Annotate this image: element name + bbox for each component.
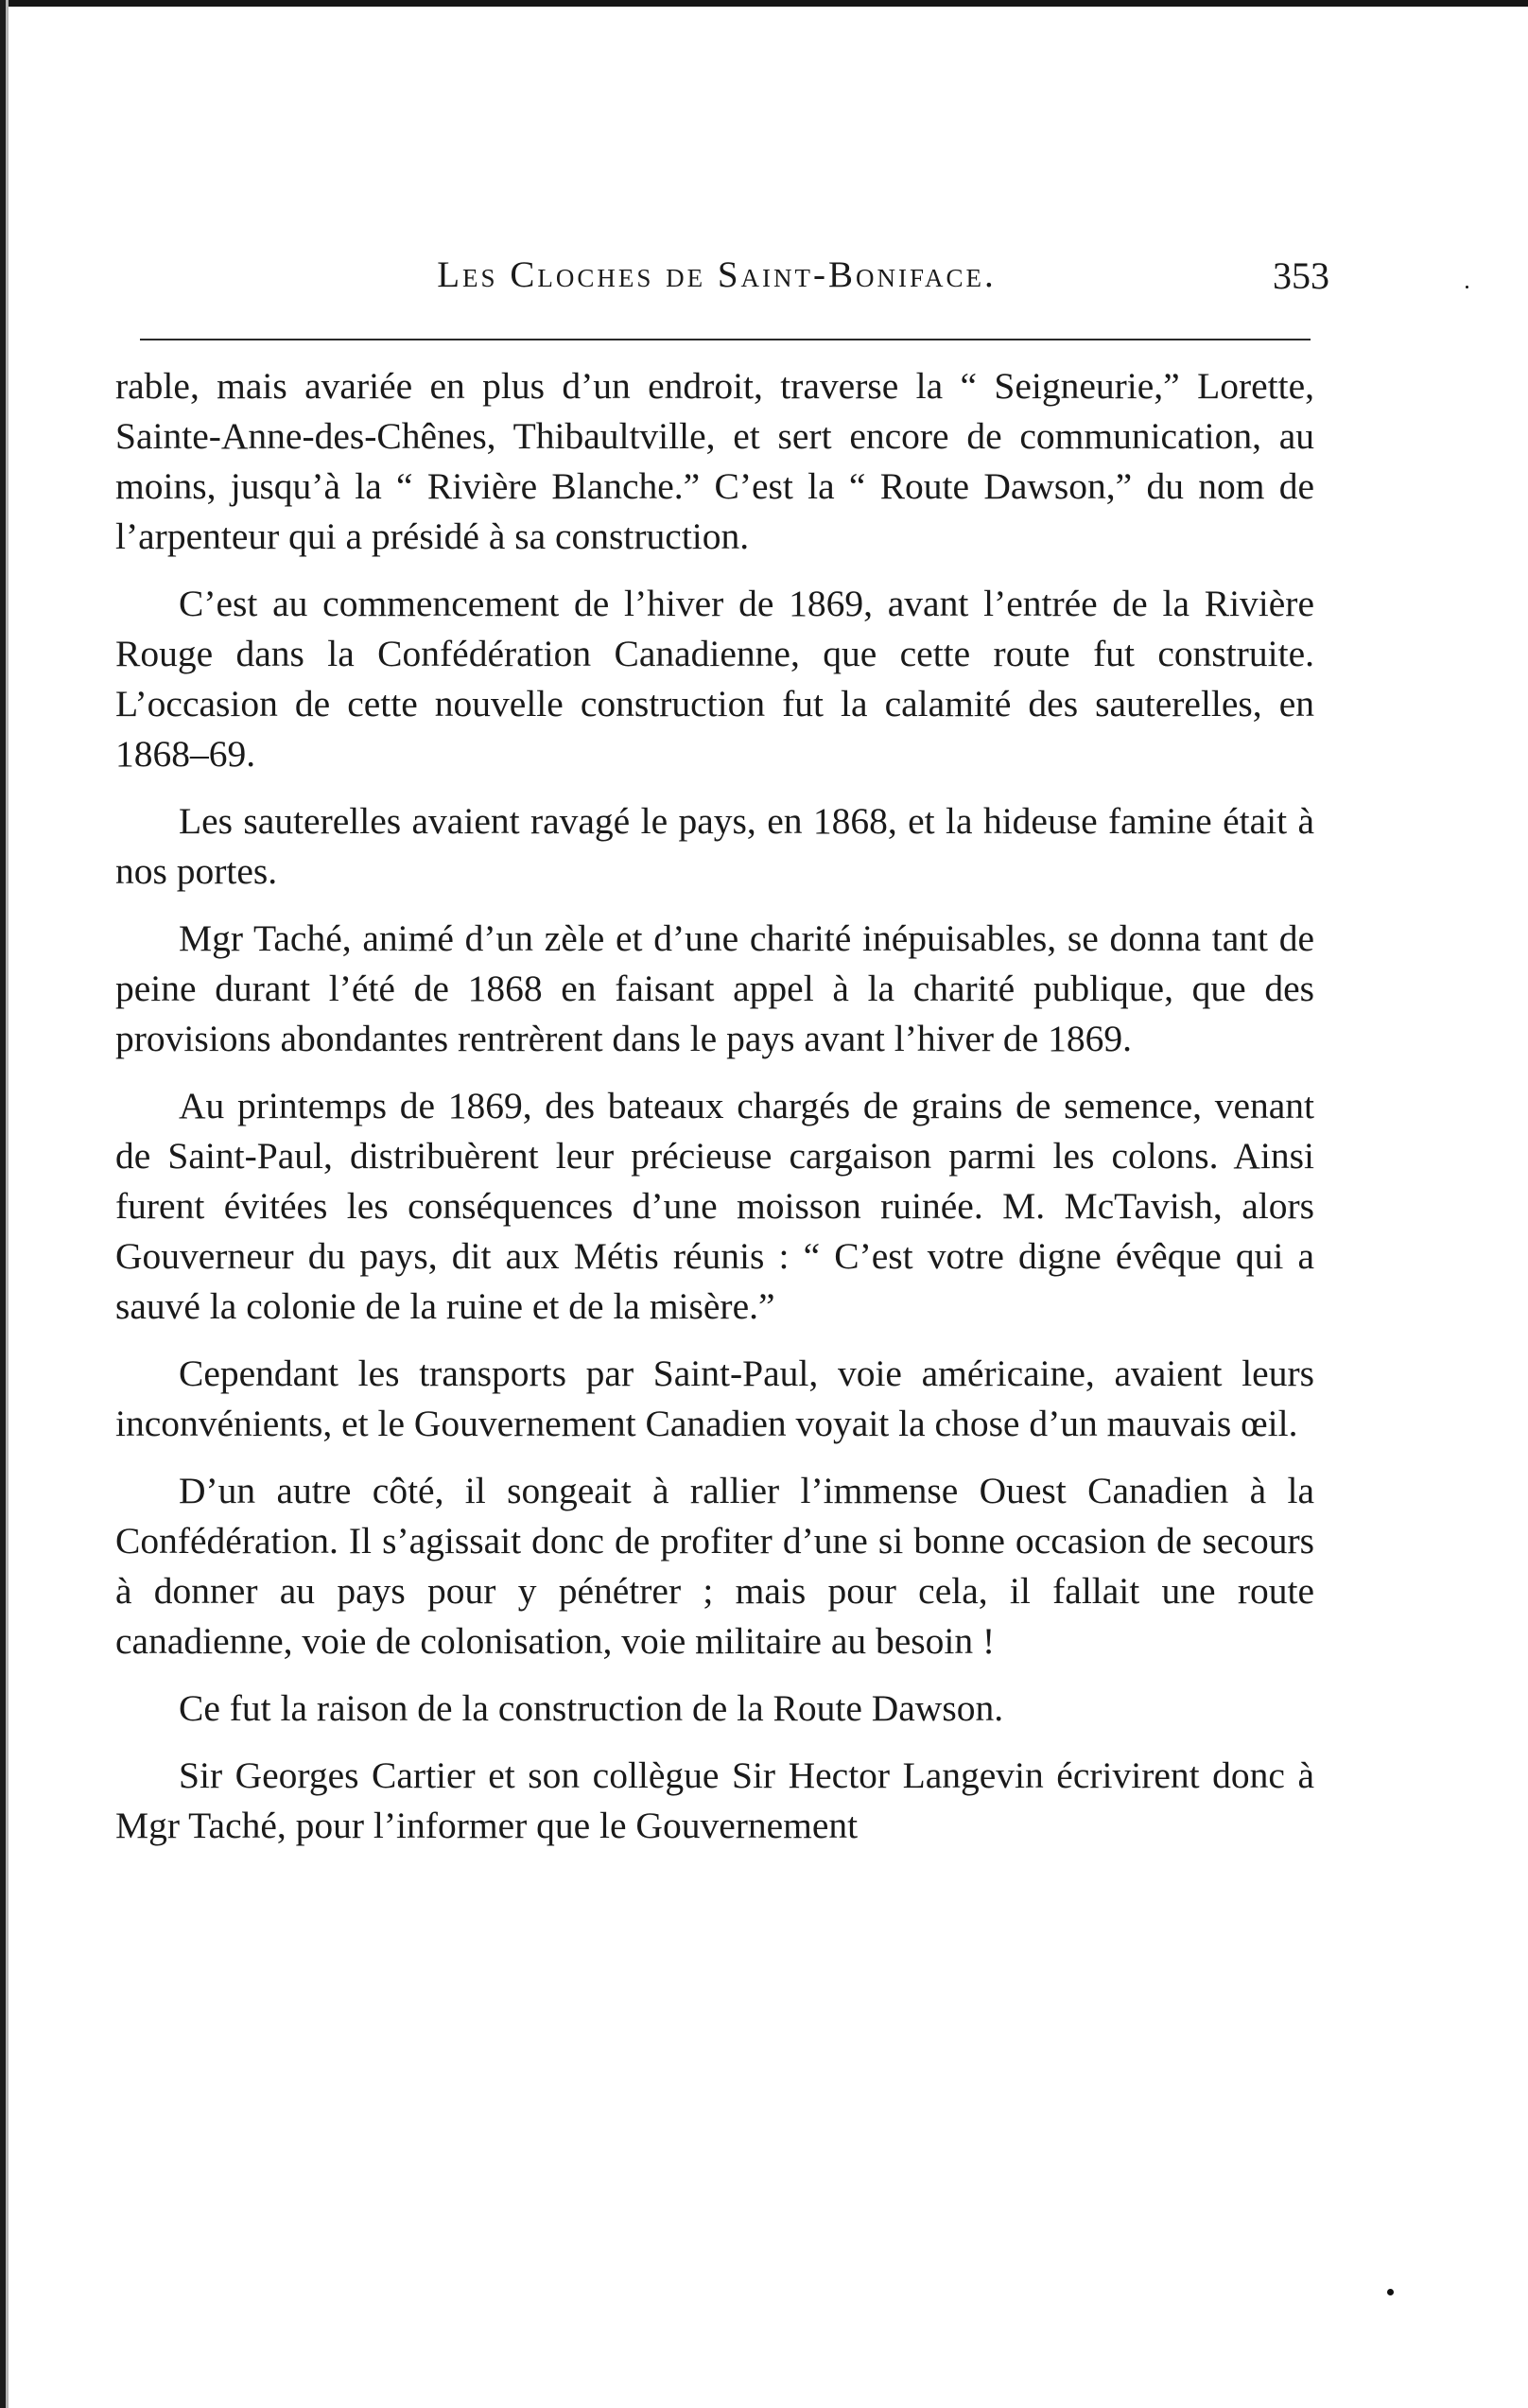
scan-top-border	[0, 0, 1528, 7]
scan-speck	[1466, 286, 1468, 288]
paragraph: Cependant les transports par Saint-Paul, voie américaine, avaient leurs inconvénients, et le Gouvernement Canadien voyait la chose d’un mauvais œil.	[115, 1352, 1314, 1444]
header-rule	[140, 339, 1311, 340]
paragraph: Mgr Taché, animé d’un zèle et d’une charité inépuisables, se donna tant de peine durant l’été de 1868 en faisant appel à la charité publique, que des provisions abondantes rentrèrent dans le pays avant l’hiver de 1869.	[115, 917, 1314, 1059]
paragraph-continued: rable, mais avariée en plus d’un endroit, traverse la “ Seigneurie,” Lorette, Sainte-Anne-des-Chênes, Thibaultville, et sert encore de communication, au moins, jusqu’à la “ Rivière Blanche.” C’est la “ Route Dawson,” du nom de l’arpenteur qui a présidé à sa construction.	[115, 365, 1314, 557]
scan-left-shadow	[6, 0, 9, 2408]
paragraph: D’un autre côté, il songeait à rallier l’immense Ouest Canadien à la Confédération. Il s’agissait donc de profiter d’une si bonne occasion de secours à donner au pays pour y pénétrer ; mais pour cela, il fallait une route canadienne, voie de colonisation, voie militaire au besoin !	[115, 1470, 1314, 1662]
paragraph: Sir Georges Cartier et son collègue Sir Hector Langevin écrivirent donc à Mgr Taché, pour l’informer que le Gouvernement	[115, 1754, 1314, 1846]
paragraph: C’est au commencement de l’hiver de 1869, avant l’entrée de la Rivière Rouge dans la Confédération Canadienne, que cette route fut construite. L’occasion de cette nouvelle construction fut la calamité des sauterelles, en 1868–69.	[115, 583, 1314, 775]
header-title: Les Cloches de Saint-Boniface.	[437, 254, 997, 295]
page-number: 353	[1273, 254, 1329, 297]
paragraph: Au printemps de 1869, des bateaux chargés de grains de semence, venant de Saint-Paul, distribuèrent leur précieuse cargaison parmi les colons. Ainsi furent évitées les conséquences d’une moisson ruinée. M. McTavish, alors Gouverneur du pays, dit aux Métis réunis : “ C’est votre digne évêque qui a sauvé la colonie de la ruine et de la misère.”	[115, 1085, 1314, 1327]
body-text	[115, 361, 1314, 1868]
paragraph: Les sauterelles avaient ravagé le pays, en 1868, et la hideuse famine était à nos portes.	[115, 800, 1314, 892]
paragraph: Ce fut la raison de la construction de la Route Dawson.	[179, 1687, 1004, 1729]
running-header	[104, 253, 1329, 310]
scan-speck	[1387, 2289, 1394, 2295]
